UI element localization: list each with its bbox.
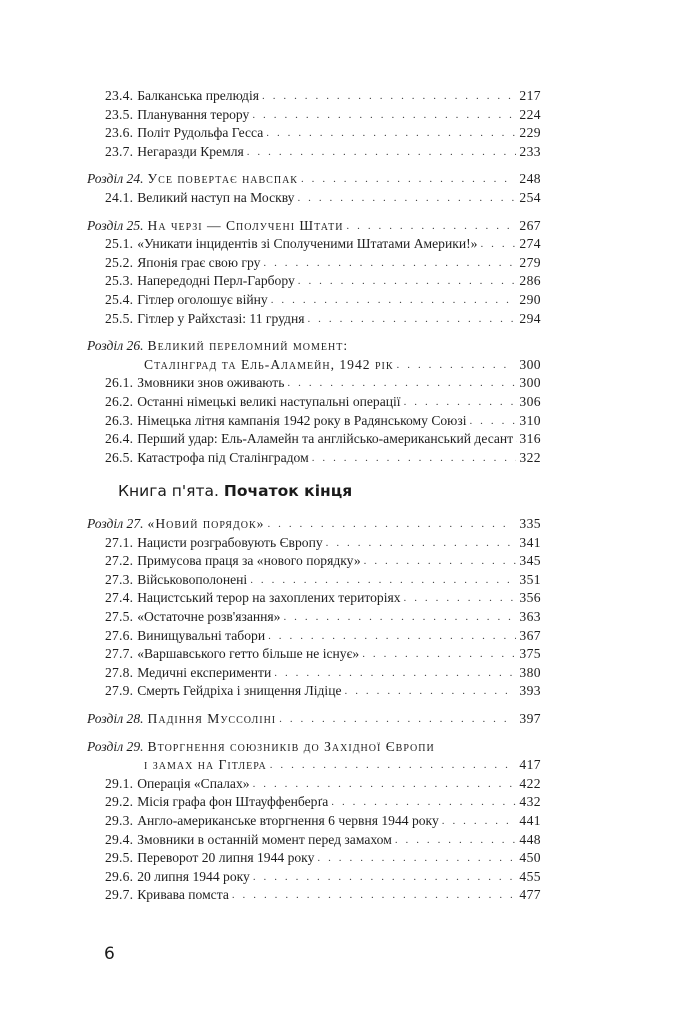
- section-number: 29.3.: [105, 812, 134, 828]
- page-ref: 375: [519, 646, 541, 662]
- section-title: Примусова праця за «нового порядку»: [137, 553, 361, 569]
- page-ref: 316: [519, 431, 541, 447]
- section-title: Переворот 20 липня 1944 року: [137, 850, 315, 866]
- dot-leader: [252, 106, 516, 125]
- page-ref: 274: [519, 236, 541, 252]
- page-ref: 417: [519, 757, 541, 773]
- dot-leader: [266, 124, 516, 143]
- chapter-title-continued: і замах на Гітлера: [144, 757, 267, 773]
- section-title: Політ Рудольфа Гесса: [137, 125, 264, 141]
- section-title: Німецька літня кампанія 1942 року в Радянському Союзі: [137, 412, 467, 428]
- chapter-title: «Новий порядок»: [147, 516, 265, 531]
- chapter-label: Розділ 24.: [87, 171, 144, 187]
- section-number: 27.1.: [105, 534, 134, 550]
- chapter-label: Розділ 27.: [87, 516, 144, 531]
- toc-entry[interactable]: [87, 849, 541, 868]
- section-title: Катастрофа під Сталінградом: [137, 449, 309, 465]
- section-title: Нацистський терор на захоплених територіях: [137, 590, 401, 606]
- section-number: 25.5.: [105, 310, 134, 326]
- toc-entry[interactable]: [87, 189, 541, 208]
- dot-leader: [253, 775, 517, 794]
- page-ref: 294: [519, 310, 541, 326]
- page-ref: 306: [519, 393, 541, 409]
- toc-entry[interactable]: [87, 106, 541, 125]
- section-title: Великий наступ на Москву: [137, 189, 295, 205]
- dot-leader: [404, 393, 517, 412]
- chapter-entry[interactable]: [87, 515, 541, 534]
- section-title: Гітлер у Райхстазі: 11 грудня: [137, 310, 305, 326]
- section-number: 27.7.: [105, 646, 134, 662]
- toc-entry[interactable]: [87, 87, 541, 106]
- section-number: 27.8.: [105, 664, 134, 680]
- dot-leader: [274, 664, 516, 683]
- page-ref: 441: [519, 812, 541, 828]
- book-heading-title: Початок кінця: [223, 482, 353, 500]
- section-number: 27.3.: [105, 571, 134, 587]
- dot-leader: [326, 534, 517, 553]
- toc-entry[interactable]: [87, 886, 541, 905]
- toc-entry[interactable]: [87, 124, 541, 143]
- section-number: 27.4.: [105, 590, 134, 606]
- section-title: Перший удар: Ель-Аламейн та англійсько-американський десант: [137, 431, 514, 447]
- page-ref: 217: [519, 88, 541, 103]
- section-number: 26.2.: [105, 393, 134, 409]
- toc-entry[interactable]: [87, 831, 541, 850]
- section-title: Гітлер оголошує війну: [137, 291, 268, 307]
- section-title: Винищувальні табори: [137, 627, 266, 643]
- page-number: 6: [104, 944, 115, 964]
- toc-entry[interactable]: [87, 775, 541, 794]
- table-of-contents-part-1: [87, 87, 541, 476]
- section-number: 26.1.: [105, 375, 134, 391]
- dot-leader: [362, 645, 516, 664]
- section-title: Смерть Гейдріха і знищення Лідіце: [137, 683, 342, 699]
- dot-leader: [250, 571, 516, 590]
- dot-leader: [232, 886, 517, 905]
- page-ref: 300: [519, 375, 541, 391]
- section-number: 24.1.: [105, 189, 134, 205]
- section-title: «Варшавського гетто більше не існує»: [137, 646, 360, 662]
- section-number: 25.2.: [105, 254, 134, 270]
- page-ref: 393: [519, 683, 541, 699]
- section-title: Балканська прелюдія: [137, 88, 259, 103]
- toc-entry[interactable]: [87, 793, 541, 812]
- toc-entry[interactable]: [87, 374, 541, 393]
- section-title: Кривава помста: [137, 887, 229, 903]
- page-ref: 279: [519, 254, 541, 270]
- section-number: 26.5.: [105, 449, 134, 465]
- page-ref: 356: [519, 590, 541, 606]
- chapter-title: Усе повертає навспак: [147, 171, 298, 187]
- chapter-entry-line-1[interactable]: [87, 337, 541, 356]
- section-title: Змовники знов оживають: [137, 375, 285, 391]
- section-title: Планування терору: [137, 106, 250, 122]
- page-ref: 300: [519, 356, 541, 372]
- chapter-entry-line-2[interactable]: [87, 756, 541, 775]
- chapter-label: Розділ 26.: [87, 338, 144, 354]
- dot-leader: [397, 356, 511, 375]
- toc-entry[interactable]: [87, 645, 541, 664]
- page-ref: 267: [519, 217, 541, 233]
- toc-entry[interactable]: [87, 682, 541, 701]
- dot-leader: [442, 812, 517, 831]
- chapter-24: [87, 170, 541, 207]
- chapter-title-continued: Сталінград та Ель-Аламейн, 1942 рік: [144, 356, 394, 372]
- dot-leader: [279, 710, 510, 729]
- dot-leader: [297, 189, 516, 208]
- page-ref: 380: [519, 664, 541, 680]
- dot-leader: [317, 849, 516, 868]
- page-ref: 455: [519, 868, 541, 884]
- page-ref: 254: [519, 189, 541, 205]
- dot-leader: [263, 254, 516, 273]
- page-ref: 448: [519, 831, 541, 847]
- section-title: Нацисти розграбовують Європу: [137, 534, 323, 550]
- section-title: Негаразди Кремля: [137, 143, 244, 159]
- toc-entry[interactable]: [87, 143, 541, 162]
- toc-entry[interactable]: [87, 310, 541, 329]
- dot-leader: [267, 515, 510, 534]
- toc-entry[interactable]: [87, 393, 541, 412]
- page-ref: 248: [519, 171, 541, 187]
- section-number: 29.2.: [105, 794, 134, 810]
- book-heading: [118, 482, 352, 500]
- dot-leader: [301, 170, 510, 189]
- dot-leader: [404, 589, 517, 608]
- section-title: Останні німецькі великі наступальні операції: [137, 393, 401, 409]
- chapter-entry[interactable]: [87, 710, 541, 729]
- chapter-entry[interactable]: [87, 170, 541, 189]
- page-ref: 432: [519, 794, 541, 810]
- dot-leader: [268, 627, 516, 646]
- chapter-27: [87, 515, 541, 701]
- section-number: 29.1.: [105, 775, 134, 791]
- dot-leader: [312, 449, 517, 468]
- chapter-title: На черзі — Сполучені Штати: [147, 217, 344, 233]
- toc-entry[interactable]: [87, 534, 541, 553]
- section-number: 23.5.: [105, 106, 134, 122]
- section-number: 25.1.: [105, 236, 134, 252]
- section-number: 29.6.: [105, 868, 134, 884]
- page-ref: 367: [519, 627, 541, 643]
- page-ref: 310: [519, 412, 541, 428]
- book-heading-prefix: Книга п'ята.: [118, 482, 219, 500]
- dot-leader: [307, 310, 516, 329]
- dot-leader: [331, 793, 516, 812]
- chapter-26: [87, 337, 541, 467]
- dot-leader: [298, 272, 517, 291]
- chapter-title: Вторгнення союзників до Західної Європи: [147, 738, 435, 754]
- section-number: 27.2.: [105, 553, 134, 569]
- page-ref: 290: [519, 291, 541, 307]
- chapter-label: Розділ 25.: [87, 217, 144, 233]
- toc-entry[interactable]: [87, 291, 541, 310]
- section-title: Змовники в останній момент перед замахом: [137, 831, 392, 847]
- toc-entry[interactable]: [87, 812, 541, 831]
- section-number: 26.3.: [105, 412, 134, 428]
- section-number: 23.7.: [105, 143, 134, 159]
- toc-entry[interactable]: [87, 235, 541, 254]
- section-number: 26.4.: [105, 431, 134, 447]
- toc-entry[interactable]: [87, 589, 541, 608]
- page-ref: 322: [519, 449, 541, 465]
- section-title: «Остаточне розв'язання»: [137, 608, 281, 624]
- section-title: Медичні експерименти: [137, 664, 272, 680]
- toc-entry[interactable]: [87, 552, 541, 571]
- section-title: Операція «Спалах»: [137, 775, 250, 791]
- chapter-28: [87, 710, 541, 729]
- chapter-title: Великий переломний момент:: [147, 338, 349, 354]
- section-number: 23.6.: [105, 125, 134, 141]
- chapter-label: Розділ 29.: [87, 738, 144, 754]
- page-ref: 477: [519, 887, 541, 903]
- dot-leader: [262, 87, 516, 106]
- page-ref: 397: [519, 710, 541, 726]
- page-ref: 422: [519, 775, 541, 791]
- section-title: «Уникати інцидентів зі Сполученими Штатами Америки!»: [137, 236, 478, 252]
- dot-leader: [283, 608, 516, 627]
- page-ref: 233: [519, 143, 541, 159]
- toc-entry[interactable]: [87, 627, 541, 646]
- section-title: 20 липня 1944 року: [137, 868, 250, 884]
- page-ref: 229: [519, 125, 541, 141]
- section-number: 27.5.: [105, 608, 134, 624]
- chapter-entry[interactable]: [87, 217, 541, 236]
- section-number: 25.3.: [105, 273, 134, 289]
- chapter-25: [87, 217, 541, 329]
- chapter-title: Падіння Муссоліні: [147, 710, 277, 726]
- section-number: 29.5.: [105, 850, 134, 866]
- dot-leader: [480, 235, 516, 254]
- dot-leader: [395, 831, 517, 850]
- section-number: 25.4.: [105, 291, 134, 307]
- toc-entry[interactable]: [87, 664, 541, 683]
- section-title: Місія графа фон Штауффенберґа: [137, 794, 329, 810]
- section-number: 29.4.: [105, 831, 134, 847]
- section-number: 29.7.: [105, 887, 134, 903]
- page-ref: 450: [519, 850, 541, 866]
- dot-leader: [270, 756, 511, 775]
- dot-leader: [253, 868, 517, 887]
- page-ref: 224: [519, 106, 541, 122]
- chapter-label: Розділ 28.: [87, 710, 144, 726]
- toc-entry[interactable]: [87, 254, 541, 273]
- page-ref: 363: [519, 608, 541, 624]
- toc-entry[interactable]: [87, 272, 541, 291]
- table-of-contents-part-2: [87, 515, 541, 914]
- chapter-entry-line-2[interactable]: [87, 356, 541, 375]
- dot-leader: [364, 552, 517, 571]
- section-title: Напередодні Перл-Гарбору: [137, 273, 295, 289]
- page-ref: 286: [519, 273, 541, 289]
- section-number: 27.9.: [105, 683, 134, 699]
- toc-entry[interactable]: [87, 449, 541, 468]
- toc-entry[interactable]: [87, 608, 541, 627]
- section-number: 27.6.: [105, 627, 134, 643]
- toc-entry[interactable]: [87, 430, 541, 449]
- page-ref: 351: [519, 571, 541, 587]
- toc-entry[interactable]: [87, 571, 541, 590]
- page-ref: 341: [519, 534, 541, 550]
- chapter-29: [87, 738, 541, 905]
- dot-leader: [247, 143, 517, 162]
- toc-entry[interactable]: [87, 868, 541, 887]
- section-number: 23.4.: [105, 88, 134, 103]
- dot-leader: [271, 291, 517, 310]
- chapter-23-continued: [87, 87, 541, 161]
- dot-leader: [469, 412, 516, 431]
- dot-leader: [287, 374, 516, 393]
- section-title: Англо-американське вторгнення 6 червня 1944 року: [137, 812, 439, 828]
- chapter-entry-line-1[interactable]: [87, 738, 541, 757]
- dot-leader: [346, 217, 510, 236]
- dot-leader: [345, 682, 517, 701]
- section-title: Військовополонені: [137, 571, 248, 587]
- page-ref: 345: [519, 553, 541, 569]
- page-ref: 335: [519, 516, 541, 531]
- toc-entry[interactable]: [87, 412, 541, 431]
- section-title: Японія грає свою гру: [137, 254, 261, 270]
